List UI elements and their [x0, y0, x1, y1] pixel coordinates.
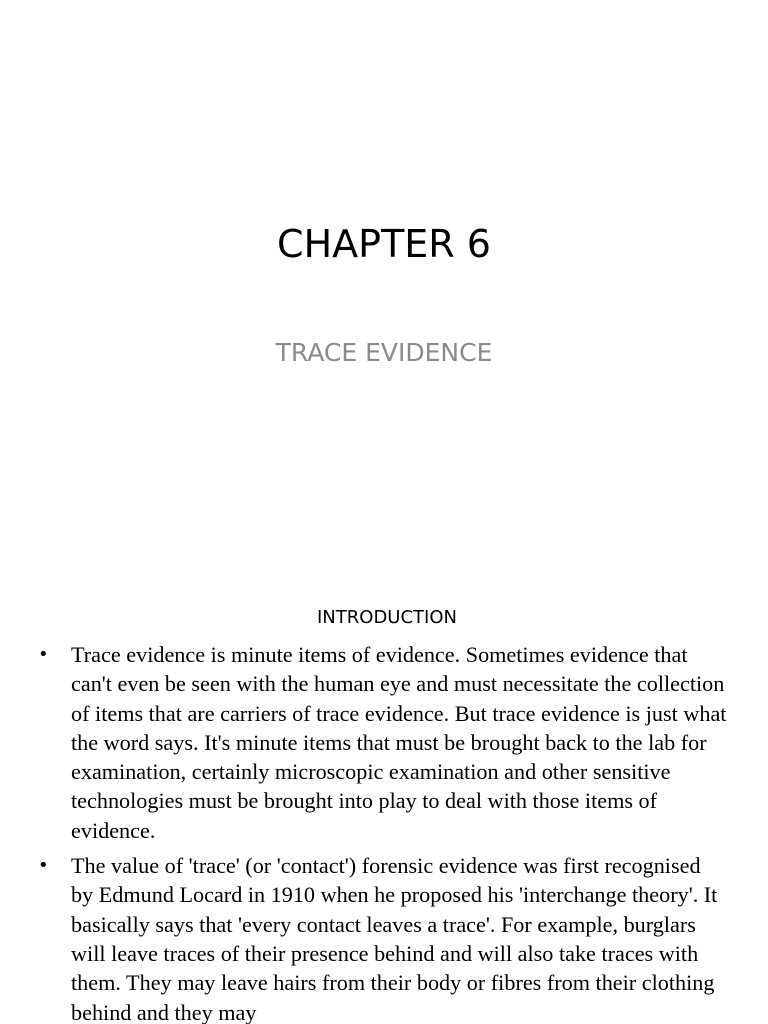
chapter-title: CHAPTER 6	[277, 222, 491, 266]
chapter-subtitle: TRACE EVIDENCE	[275, 338, 493, 367]
bullet-text: Trace evidence is minute items of evidence. Sometimes evidence that can't even be seen with the human eye and must necessitate the collection of items that are carriers of trace evidence. But trace evidence is just what the word says. It's minute items that must be brought back to the lab for examination, certainly microscopic examination and other sensitive technologies must be brought into play to deal with those items of evidence.	[71, 642, 727, 843]
bullet-mark: •	[38, 855, 49, 877]
bullet-list	[38, 640, 728, 1024]
bullet-mark: •	[38, 644, 49, 665]
content-slide	[0, 576, 768, 1024]
bullet-text: The value of 'trace' (or 'contact') forensic evidence was first recognised by Edmund Locard in 1910 when he proposed his 'interchange theory'. It basically says that 'every contact leaves a trace'. For example, burglars will leave traces of their presence behind and will also take traces with them. They may leave hairs from their body or fibres from their clothing behind and they may	[71, 853, 718, 1024]
bullet-item	[38, 851, 728, 1024]
bullet-item	[38, 640, 728, 845]
section-heading: INTRODUCTION	[317, 607, 457, 628]
